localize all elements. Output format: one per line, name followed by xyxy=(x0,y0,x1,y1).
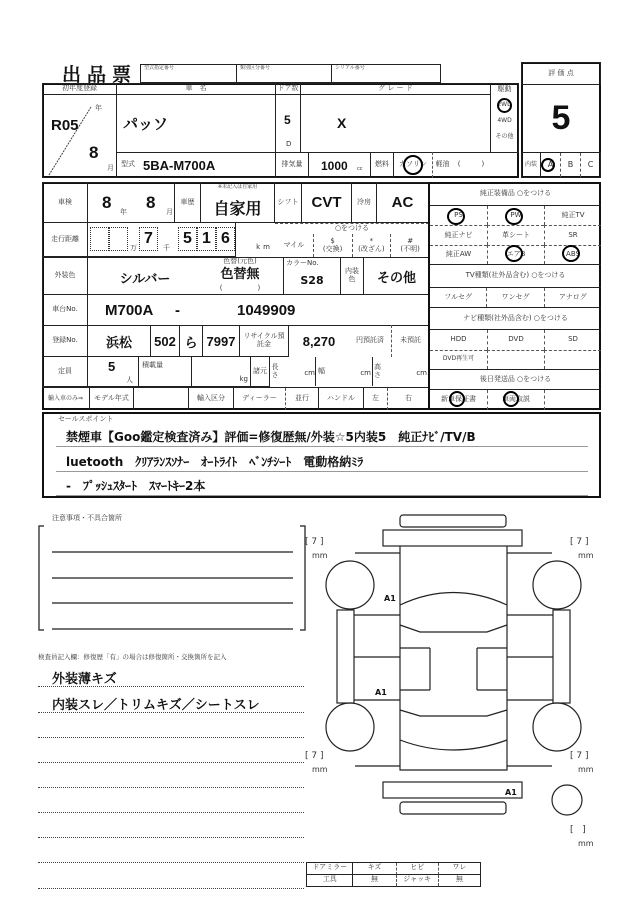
model-label: 型式 xyxy=(121,160,135,168)
mm-unit: mm xyxy=(312,551,328,560)
sales-point-line: 禁煙車【Goo鑑定検査済み】評価=修復歴無/外装☆5内装5 純正ﾅﾋﾞ/TV/B xyxy=(66,430,476,444)
shaken-year-unit: 年 xyxy=(120,208,127,216)
capacity-label: 定員 xyxy=(42,356,88,387)
car-damage-diagram xyxy=(300,510,610,850)
first-reg-cell xyxy=(42,94,117,178)
chassis-label: 車台No. xyxy=(42,294,88,326)
divider xyxy=(38,888,304,889)
first-reg-label: 初年度登録 xyxy=(42,83,117,95)
tv-analog: アナログ xyxy=(544,288,601,307)
first-reg-year: R05 xyxy=(51,117,79,134)
km-unit: km xyxy=(256,243,273,252)
divider xyxy=(38,686,304,687)
altered-symbol: * xyxy=(369,236,374,245)
shaken-year: 8 xyxy=(102,193,112,212)
height-label: 高さ xyxy=(372,357,382,386)
equip-ps-circle xyxy=(447,208,465,225)
history-note: ※未記入は自家用 xyxy=(217,184,258,190)
fuel-gasoline: ガソリン xyxy=(399,160,427,169)
sheet-title: 出品票 xyxy=(62,64,138,86)
tv-fullseg: フルセグ xyxy=(444,292,473,301)
navi-sd: SD xyxy=(544,330,601,350)
fuel-selected-circle xyxy=(403,155,423,175)
jack-value: 無 xyxy=(438,875,480,887)
handle-right: 右 xyxy=(387,388,429,410)
tread-front-right: [ 7 ] xyxy=(570,537,589,547)
import-label: 輸入車のみ⇒ xyxy=(42,388,90,410)
capacity-value: 5 xyxy=(108,359,116,374)
equip-pw-circle xyxy=(505,208,523,225)
interior-c: C xyxy=(580,153,600,177)
displacement-label: 排気量 xyxy=(275,152,309,178)
height-cm: cm xyxy=(416,369,427,377)
history-label: 車歴 xyxy=(174,182,201,223)
sales-point-line: - ﾌﾟｯｼｭｽﾀｰﾄ ｽﾏｰﾄｷｰ2本 xyxy=(66,479,206,493)
import-row xyxy=(42,387,429,410)
first-reg-month: 8 xyxy=(89,143,99,162)
model-year-value xyxy=(134,388,189,410)
chassis-model: M700A xyxy=(105,301,154,319)
type-cert-label: 型式指定番号 xyxy=(140,64,237,83)
divider xyxy=(56,446,588,447)
ext-color-label: 外装色 xyxy=(42,257,88,295)
mirror-tool-table xyxy=(306,862,481,887)
displacement-value: 1000 xyxy=(321,159,348,173)
load-label: 積載量 xyxy=(142,361,163,369)
import-parallel: 並行 xyxy=(285,388,319,410)
fuel-label: 燃料 xyxy=(370,152,394,178)
grade-value: X xyxy=(337,115,347,131)
grade-cell xyxy=(300,94,491,153)
recycle-label: リサイクル預託金 xyxy=(239,325,289,357)
man-unit: 万 xyxy=(130,244,137,252)
body-center xyxy=(400,546,507,770)
divider xyxy=(56,495,588,496)
kg-unit: kg xyxy=(191,356,251,387)
equip-tv: 純正TV xyxy=(544,206,601,225)
tread-value: 7 xyxy=(311,537,318,547)
rear-bumper-bottom xyxy=(400,802,506,814)
load-cell xyxy=(138,356,192,387)
serial-label: シリアル番号 xyxy=(331,64,441,83)
tread-front-left: [ 7 ] xyxy=(305,537,324,547)
equipment-header: 純正装備品 ○をつける xyxy=(430,182,601,206)
inspector-line: 内装スレ／トリムキズ／シートスレ xyxy=(52,698,260,713)
mirror-broken: ワレ xyxy=(438,863,480,875)
shift-value: CVT xyxy=(301,182,352,223)
jack-label: ジャッキ xyxy=(396,875,438,887)
exchanged-option: (交換) xyxy=(322,244,343,253)
damage-mark: A1 xyxy=(375,688,387,697)
tread-value: 7 xyxy=(311,751,318,761)
capacity-cell xyxy=(87,356,139,387)
wheel-front-right xyxy=(533,561,581,609)
person-unit: 人 xyxy=(126,376,133,384)
inspector-label: 検査員記入欄：修復歴「有」の場合は修復箇所・交換箇所を記入 xyxy=(38,653,227,661)
chassis-row xyxy=(42,294,429,326)
color-no-label: カラーNo. xyxy=(286,259,319,267)
tread-rear-left: [ 7 ] xyxy=(305,751,324,761)
equip-navi: 純正ナビ xyxy=(430,225,487,244)
mileage-digit: 6 xyxy=(216,227,235,251)
model-cell xyxy=(116,152,276,178)
car-name-label: 車 名 xyxy=(116,83,276,95)
divider xyxy=(38,737,304,738)
mileage-mark-label: ○をつける xyxy=(275,223,429,234)
drive-4wd: 4WD xyxy=(497,117,512,124)
later-warranty: 新車保証書 xyxy=(441,395,476,404)
score-label: 評 価 点 xyxy=(521,62,601,85)
drive-other: その他 xyxy=(495,133,514,140)
width-cm: cm xyxy=(360,369,371,377)
interior-b: B xyxy=(560,153,580,177)
drive-2wd: 2WD xyxy=(497,101,512,108)
spare-tire xyxy=(552,785,582,815)
recycle-amount: 8,270 xyxy=(302,333,336,349)
empty-cell xyxy=(487,350,544,369)
sales-point-line: luetooth ｸﾘｱﾗﾝｽｿﾅｰ ｵｰﾄﾗｲﾄ ﾍﾞﾝﾁｼｰﾄ 電動格納ﾐﾗ xyxy=(66,455,364,469)
navi-dvd: DVD xyxy=(487,330,544,350)
later-header: 後日発送品 ○をつける xyxy=(430,370,601,390)
car-name-cell xyxy=(116,94,276,153)
navi-options xyxy=(430,330,601,370)
reg-label: 登録No. xyxy=(42,325,88,357)
mirror-label: ドアミラー xyxy=(307,863,353,875)
mirror-scratch: キズ xyxy=(353,863,395,875)
model-year-label: モデル年式 xyxy=(90,388,134,410)
car-name: パッソ xyxy=(123,115,169,133)
ac-label: 冷房 xyxy=(351,182,377,223)
tv-options xyxy=(430,288,601,308)
unknown-option: (不明) xyxy=(400,244,420,253)
equip-ps: PS xyxy=(454,210,463,219)
drive-selected-circle xyxy=(497,98,512,113)
chassis-number: 1049909 xyxy=(237,301,296,319)
sales-point-label: セールスポイント xyxy=(58,415,114,423)
length-cm: cm xyxy=(304,369,315,377)
mileage-cell xyxy=(87,222,236,257)
history-cell xyxy=(200,182,275,223)
mileage-digit: 5 xyxy=(178,227,197,251)
later-manual-circle xyxy=(503,391,519,407)
mileage-digit xyxy=(90,227,109,251)
month-unit: 月 xyxy=(107,164,114,172)
left-side xyxy=(337,610,354,703)
cc-unit: cc xyxy=(357,166,363,172)
mileage-digit xyxy=(109,227,128,251)
reg-area: 浜松 xyxy=(87,325,151,357)
shaken-label: 車検 xyxy=(42,182,88,223)
notes-bracket xyxy=(38,525,306,633)
equipment-panel xyxy=(428,182,601,410)
history-value: 自家用 xyxy=(213,199,262,218)
sales-point-box xyxy=(42,412,601,498)
tools-label: 工具 xyxy=(307,875,353,887)
mileage-digit: 7 xyxy=(139,227,158,251)
damage-mark: A1 xyxy=(384,594,396,603)
wheel-front-left xyxy=(326,561,374,609)
rear-bumper xyxy=(383,782,522,798)
tools-value: 無 xyxy=(371,875,378,884)
reg-kana: ら xyxy=(179,325,203,357)
front-bumper-top xyxy=(400,515,506,527)
mileage-digit: 1 xyxy=(197,227,216,251)
empty-cell xyxy=(544,390,601,410)
tv-oneseg: ワンセグ xyxy=(486,288,543,307)
mirror-crack: ヒビ xyxy=(396,863,438,875)
navi-hdd: HDD xyxy=(450,334,467,343)
empty-cell xyxy=(544,350,601,369)
later-manual: 車両取説 xyxy=(487,390,544,410)
divider xyxy=(38,837,304,838)
repaint-original: ( ) xyxy=(219,283,261,292)
chassis-dash: - xyxy=(175,301,180,319)
grade-label: グ レ ー ド xyxy=(300,83,491,95)
width-label: 幅 xyxy=(315,357,327,386)
inspector-line: 外装薄キズ xyxy=(52,672,117,687)
tread-value: 7 xyxy=(576,537,583,547)
divider xyxy=(38,812,304,813)
drive-cell xyxy=(490,83,519,153)
tread-value: 7 xyxy=(576,751,583,761)
doors-label: ドア数 xyxy=(275,83,301,95)
import-dealer: ディーラー xyxy=(242,394,277,403)
int-color-label: 内装色 xyxy=(340,257,364,295)
shaken-cell xyxy=(87,182,175,223)
ac-value: AC xyxy=(376,182,429,223)
damage-mark: A1 xyxy=(505,788,517,797)
color-no-value: S28 xyxy=(300,274,324,287)
interior-label: 内装 xyxy=(522,153,541,177)
divider xyxy=(38,862,304,863)
equip-abs: ABS xyxy=(544,245,601,264)
interior-row xyxy=(521,152,601,178)
wheel-rear-right xyxy=(533,703,581,751)
import-type-label: 輸入区分 xyxy=(189,388,234,410)
divider xyxy=(56,471,588,472)
handle-label: ハンドル xyxy=(319,388,364,410)
mm-unit: mm xyxy=(578,839,594,848)
unknown-symbol: # xyxy=(407,236,414,245)
divider xyxy=(38,712,304,713)
ext-color-value: シルバー xyxy=(119,271,171,287)
reg-class: 502 xyxy=(150,325,180,357)
equip-aw: 純正AW xyxy=(430,245,487,264)
notes-label: 注意事項・不具合箇所 xyxy=(52,514,122,522)
shaken-month: 8 xyxy=(146,193,156,212)
class-label: 類別区分番号 xyxy=(236,64,332,83)
equip-pw: PW xyxy=(487,206,544,225)
shift-label: シフト xyxy=(274,182,302,223)
later-warranty-circle xyxy=(449,391,465,407)
length-label: 長さ xyxy=(271,362,279,379)
mm-unit: mm xyxy=(312,765,328,774)
mileage-label: 走行距離 xyxy=(42,222,88,257)
right-side xyxy=(553,610,570,703)
reg-number: 7997 xyxy=(202,325,240,357)
tread-rear-right: [ 7 ] xyxy=(570,751,589,761)
exchanged-symbol: $ xyxy=(330,236,335,245)
fuel-diesel: 軽油 xyxy=(432,152,452,178)
altered-option: (改ざん) xyxy=(358,244,385,253)
mileage-flags xyxy=(275,234,429,257)
shaken-month-unit: 月 xyxy=(166,208,173,216)
wheel-rear-left xyxy=(326,703,374,751)
color-no-cell xyxy=(283,257,341,295)
sen-unit: 千 xyxy=(163,244,170,252)
interior-selected-circle xyxy=(541,158,555,172)
displacement-cell xyxy=(308,152,371,178)
divider xyxy=(38,787,304,788)
handle-left: 左 xyxy=(372,394,379,403)
year-unit: 年 xyxy=(95,104,102,112)
repaint-value: 色替無 xyxy=(220,267,260,282)
equip-sr: SR xyxy=(544,225,601,244)
dvd-play: DVD再生可 xyxy=(430,350,487,369)
mm-unit: mm xyxy=(578,551,594,560)
mile-option: マイル xyxy=(283,240,305,249)
spec-label: 諸元 xyxy=(250,356,270,387)
equip-airbag: エアB xyxy=(487,245,544,264)
front-bumper xyxy=(383,530,522,546)
model-value: 5BA-M700A xyxy=(143,158,216,173)
divider xyxy=(38,762,304,763)
equip-airbag-circle xyxy=(505,245,523,262)
doors-cell xyxy=(275,94,301,153)
tv-header: TV種類(社外品含む) ○をつける xyxy=(430,265,601,288)
recycle-paid: 円預託済 xyxy=(356,336,384,345)
interior-a: A xyxy=(547,159,554,169)
equip-leather: 革シート xyxy=(487,225,544,244)
doors-unit: D xyxy=(286,140,292,148)
score-value: 5 xyxy=(551,99,571,137)
tread-spare: [ ] xyxy=(570,825,586,835)
drive-label: 駆動 xyxy=(497,85,512,93)
fuel-other: ( ) xyxy=(457,160,485,169)
doors-value: 5 xyxy=(284,113,291,127)
recycle-unpaid: 未預託 xyxy=(391,325,429,357)
equip-abs-circle xyxy=(562,245,580,262)
repaint-label: 色替(元色) xyxy=(223,257,257,266)
navi-header: ナビ種類(社外品含む) ○をつける xyxy=(430,308,601,330)
mm-unit: mm xyxy=(578,765,594,774)
int-color-value: その他 xyxy=(376,270,416,286)
